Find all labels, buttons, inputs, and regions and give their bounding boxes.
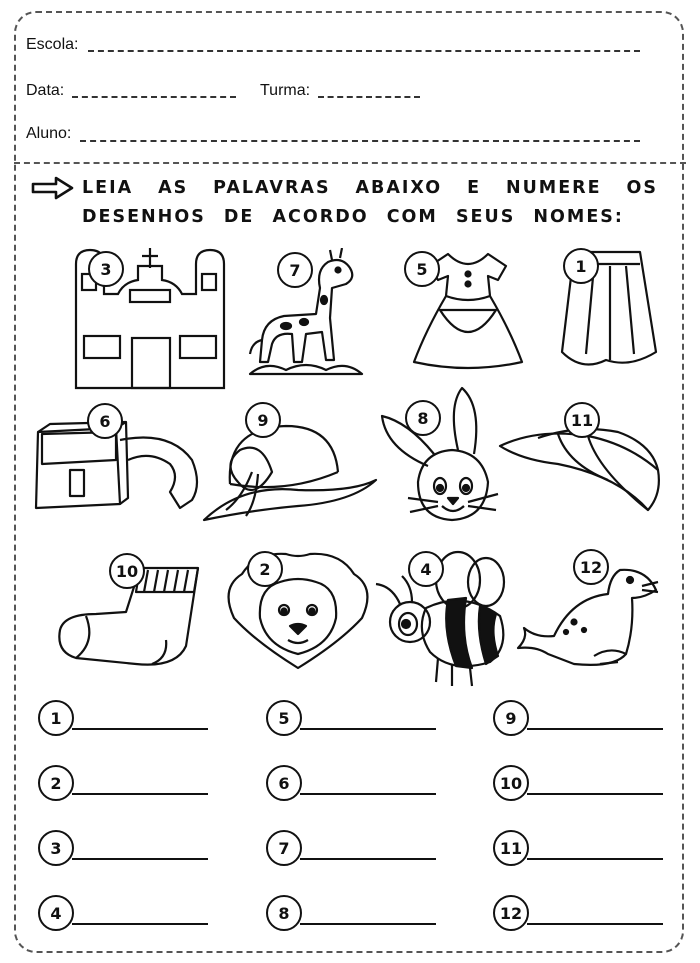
picture-number-badge: 5 xyxy=(404,251,440,287)
picture-number-badge: 1 xyxy=(563,248,599,284)
school-field[interactable] xyxy=(88,50,640,52)
answer-item xyxy=(266,830,456,870)
picture-number-badge: 9 xyxy=(245,402,281,438)
answer-item xyxy=(493,895,683,935)
answer-item xyxy=(266,700,456,740)
answer-item xyxy=(493,765,683,805)
answer-item xyxy=(493,830,683,870)
picture-number-badge: 6 xyxy=(87,403,123,439)
picture-hat xyxy=(202,420,378,524)
answer-line[interactable] xyxy=(72,728,208,730)
class-field[interactable] xyxy=(318,96,420,98)
answer-line[interactable] xyxy=(72,793,208,795)
answer-number: 12 xyxy=(493,895,529,931)
class-label: Turma: xyxy=(260,82,311,99)
picture-number-badge: 4 xyxy=(408,551,444,587)
student-label: Aluno: xyxy=(26,125,72,142)
header-divider xyxy=(14,162,686,164)
answer-item xyxy=(38,765,228,805)
picture-number-badge: 3 xyxy=(88,251,124,287)
answer-line[interactable] xyxy=(527,923,663,925)
answer-number: 8 xyxy=(266,895,302,931)
picture-rabbit xyxy=(378,386,518,530)
bee-icon xyxy=(372,546,516,688)
answer-item xyxy=(38,700,228,740)
date-field[interactable] xyxy=(72,96,236,98)
answer-item xyxy=(266,765,456,805)
answer-line[interactable] xyxy=(300,858,436,860)
answer-line[interactable] xyxy=(527,793,663,795)
instruction xyxy=(82,174,658,232)
student-field[interactable] xyxy=(80,140,640,142)
answer-line[interactable] xyxy=(527,728,663,730)
answer-number: 11 xyxy=(493,830,529,866)
picture-bee xyxy=(372,546,516,688)
instruction-line-1: LEIA AS PALAVRAS ABAIXO E NUMERE OS xyxy=(82,178,658,198)
answer-item xyxy=(266,895,456,935)
hat-icon xyxy=(202,420,378,524)
answer-number: 7 xyxy=(266,830,302,866)
answer-item xyxy=(38,895,228,935)
picture-number-badge: 8 xyxy=(405,400,441,436)
answer-number: 10 xyxy=(493,765,529,801)
answer-item xyxy=(493,700,683,740)
rabbit-icon xyxy=(378,386,518,530)
school-label: Escola: xyxy=(26,36,79,53)
picture-number-badge: 2 xyxy=(247,551,283,587)
answer-line[interactable] xyxy=(527,858,663,860)
picture-number-badge: 12 xyxy=(573,549,609,585)
date-label: Data: xyxy=(26,82,65,99)
answer-line[interactable] xyxy=(72,923,208,925)
answer-number: 2 xyxy=(38,765,74,801)
answer-number: 4 xyxy=(38,895,74,931)
picture-number-badge: 10 xyxy=(109,553,145,589)
answer-number: 6 xyxy=(266,765,302,801)
answer-line[interactable] xyxy=(300,793,436,795)
answer-number: 1 xyxy=(38,700,74,736)
answer-number: 9 xyxy=(493,700,529,736)
picture-number-badge: 11 xyxy=(564,402,600,438)
picture-number-badge: 7 xyxy=(277,252,313,288)
answer-line[interactable] xyxy=(300,728,436,730)
answer-line[interactable] xyxy=(72,858,208,860)
instruction-line-2: DESENHOS DE ACORDO COM SEUS NOMES: xyxy=(82,207,624,227)
answer-item xyxy=(38,830,228,870)
answer-number: 5 xyxy=(266,700,302,736)
answer-line[interactable] xyxy=(300,923,436,925)
arrow-right-icon xyxy=(30,176,74,200)
answer-number: 3 xyxy=(38,830,74,866)
